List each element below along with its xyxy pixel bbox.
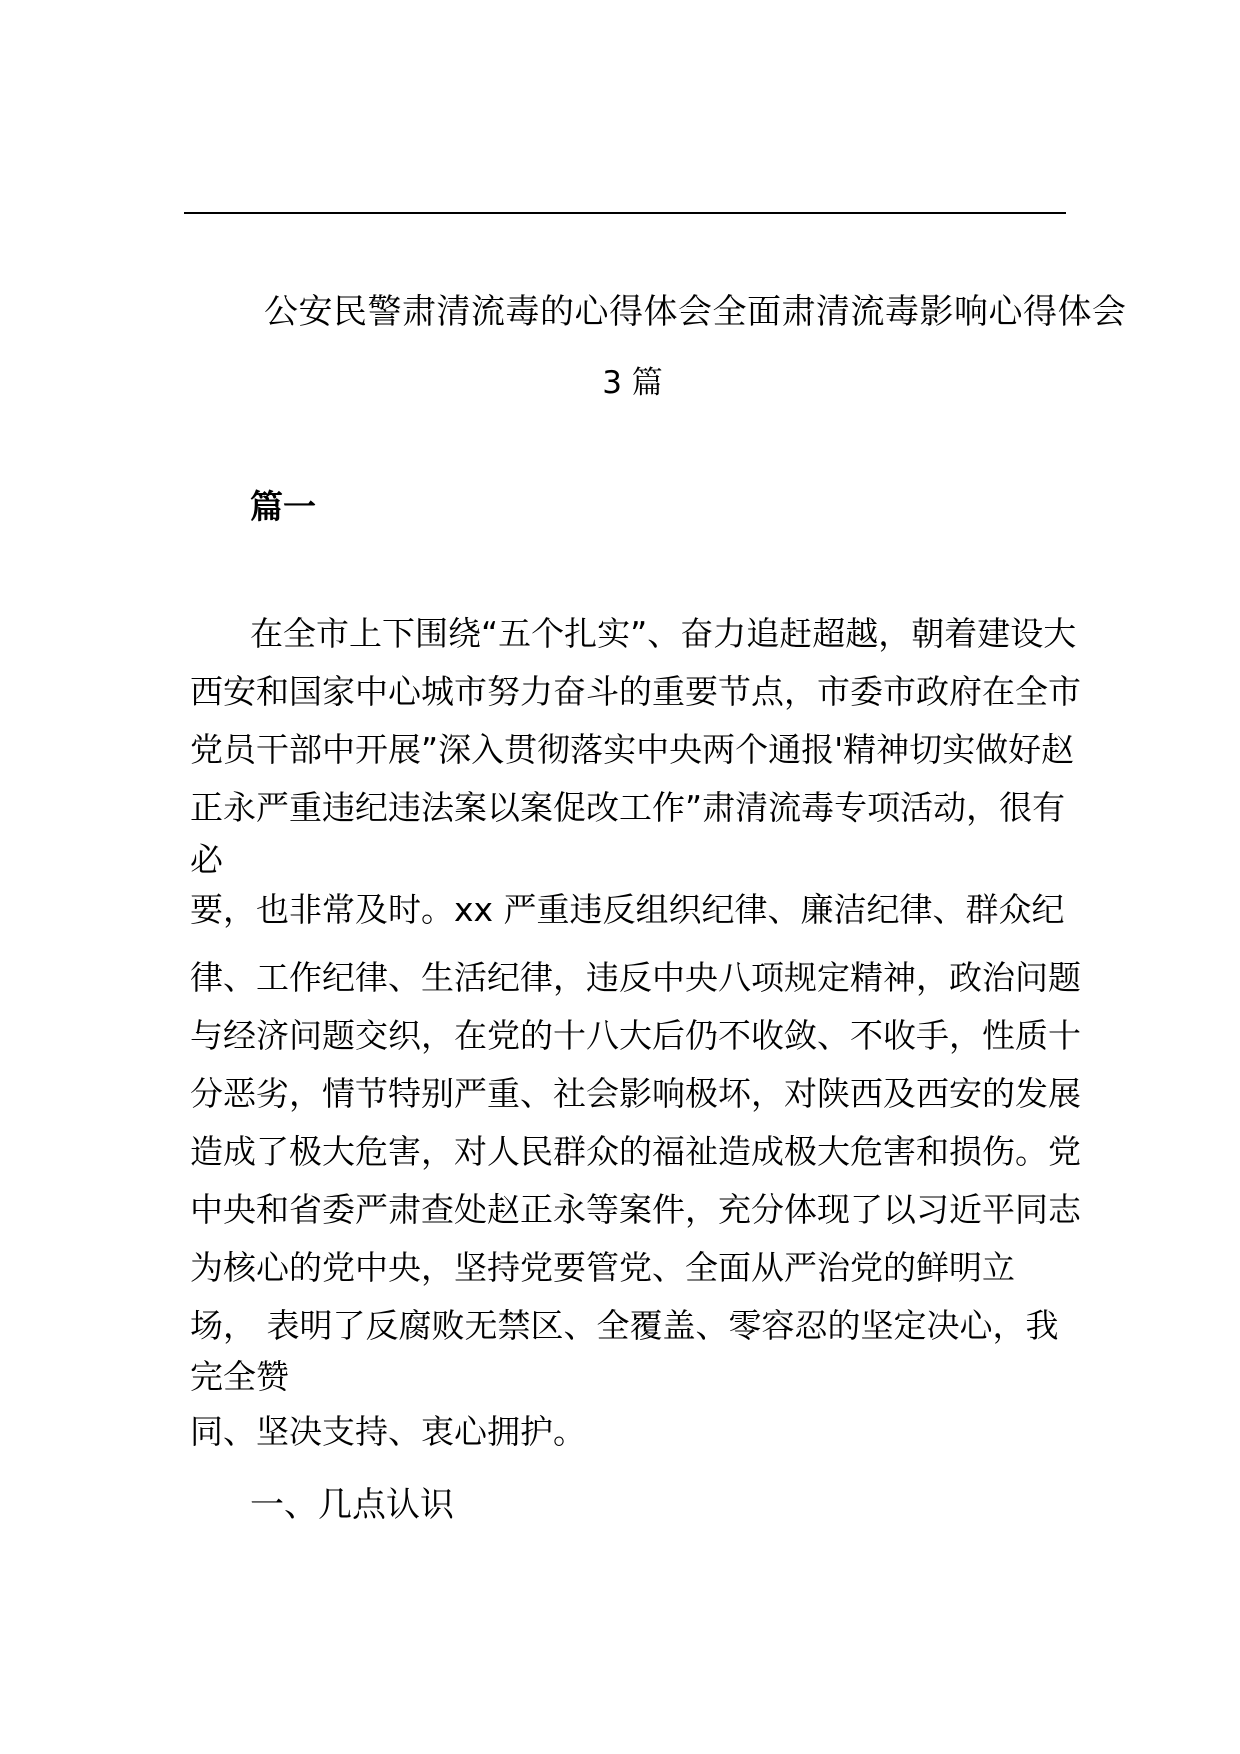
title-line-2: 3 篇: [602, 365, 663, 401]
body-line: 党员干部中开展”深入贯彻落实中央两个通报'精神切实做好赵: [190, 730, 1075, 769]
subheading: 一、几点认识: [250, 1485, 454, 1525]
body-line: 必: [190, 840, 223, 879]
section-heading: 篇一: [250, 487, 316, 526]
body-line: 为核心的党中央，坚持党要管党、全面从严治党的鲜明立: [190, 1248, 1015, 1287]
body-line: 完全赞: [190, 1357, 289, 1396]
body-line: 中央和省委严肃查处赵正永等案件，充分体现了以习近平同志: [190, 1190, 1081, 1229]
body-line: 在全市上下围绕“五个扎实”、奋力追赶超越，朝着建设大: [250, 614, 1077, 653]
body-line: 律、工作纪律、生活纪律，违反中央八项规定精神，政治问题: [190, 958, 1081, 997]
body-line: 场， 表明了反腐败无禁区、全覆盖、零容忍的坚定决心，我: [190, 1306, 1059, 1345]
body-line: 同、坚决支持、衷心拥护。: [190, 1412, 586, 1451]
body-line: 分恶劣，情节特别严重、社会影响极坏，对陕西及西安的发展: [190, 1074, 1081, 1113]
body-line: 与经济问题交织，在党的十八大后仍不收敛、不收手，性质十: [190, 1016, 1081, 1055]
title-line-1: 公安民警肃清流毒的心得体会全面肃清流毒影响心得体会: [264, 292, 1127, 332]
body-line: 正永严重违纪违法案以案促改工作”肃清流毒专项活动，很有: [190, 788, 1066, 827]
body-line: 西安和国家中心城市努力奋斗的重要节点，市委市政府在全市: [190, 672, 1081, 711]
header-rule: [184, 212, 1066, 214]
body-line: 要，也非常及时。xx 严重违反组织纪律、廉洁纪律、群众纪: [190, 890, 1065, 929]
body-line: 造成了极大危害，对人民群众的福祉造成极大危害和损伤。党: [190, 1132, 1081, 1171]
